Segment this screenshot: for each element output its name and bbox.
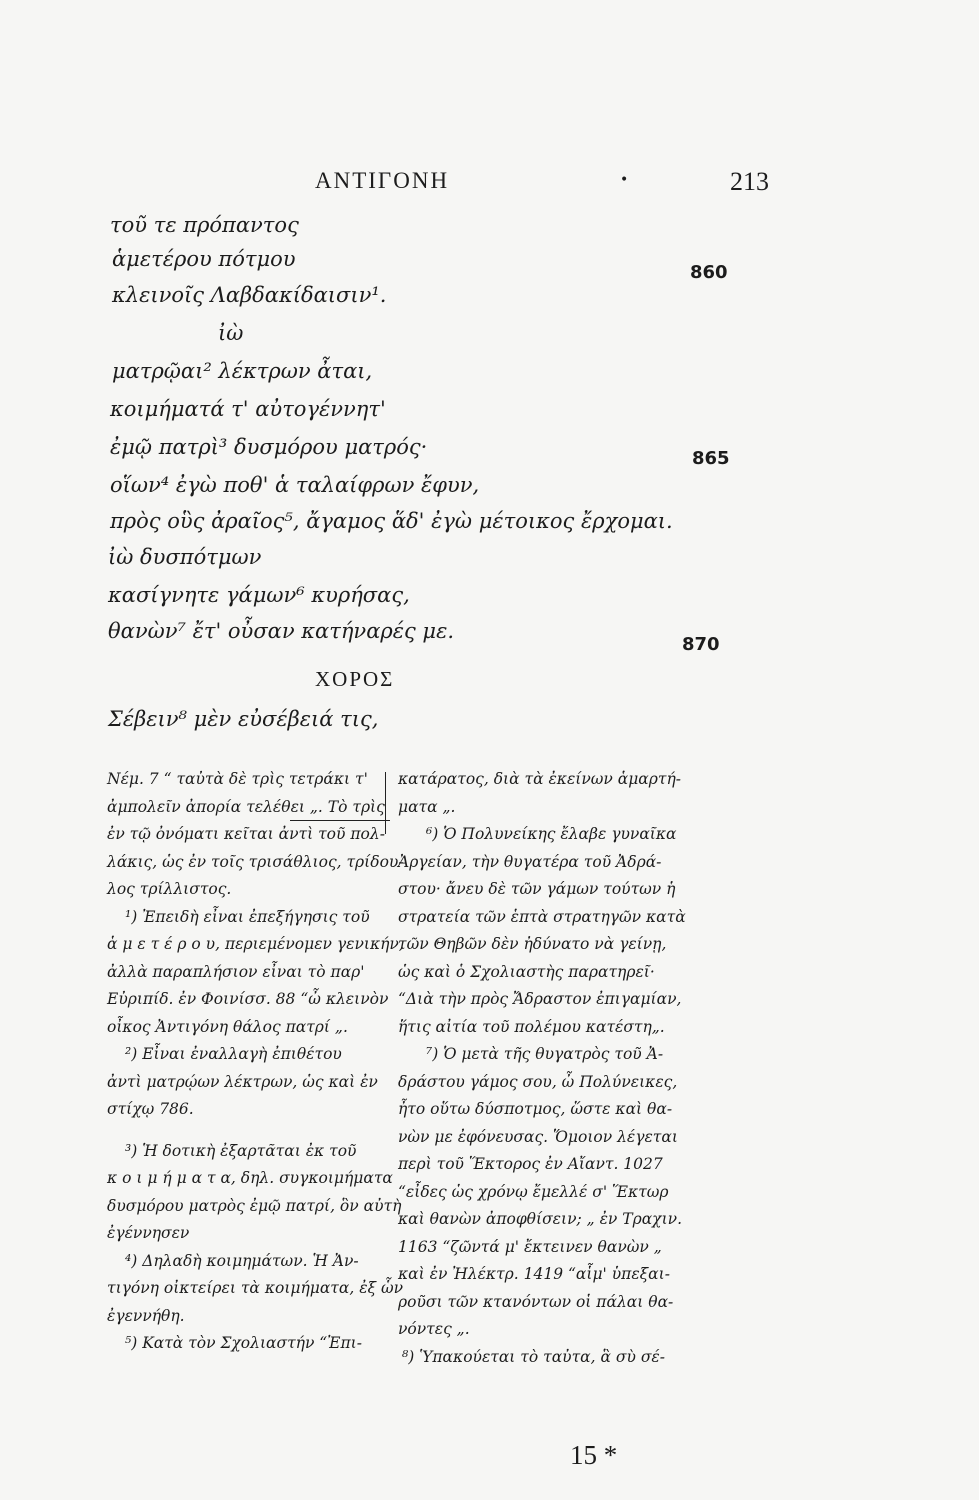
footnote-line: ¹) Ἐπειδὴ εἶναι ἐπεξήγησις τοῦ [125,907,370,926]
signature-mark: 15 * [570,1440,618,1470]
footnote-line: λάκις, ὡς ἐν τοῖς τρισάθλιος, τρίδου- [107,852,404,871]
footnote-line: ἁ μ ε τ έ ρ ο υ, περιεμένομεν γενικήν, [107,935,404,953]
footnote-line: δυσμόρου ματρὸς ἐμῷ πατρί, ὃν αὐτὴ [107,1196,402,1215]
footnote-line: ἀλλὰ παραπλήσιον εἶναι τὸ παρ' [107,962,365,981]
footnotes-left-column [107,766,404,1358]
verse-line: οἵων⁴ ἐγὼ ποθ' ἁ ταλαίφρων ἔφυν, [110,473,480,497]
footnote-line: ἐγεννήθη. [107,1306,185,1325]
paragraph-gap [107,1124,379,1138]
footnote-line: ⁵) Κατὰ τὸν Σχολιαστήν “Ἐπι- [125,1334,362,1352]
footnote-line: τῶν Θηβῶν δὲν ἠδύνατο νὰ γείνῃ, [398,935,667,953]
footnote-line: ⁸) Ὑπακούεται τὸ ταὐτα, ἃ σὺ σέ- [402,1347,665,1366]
footnote-line: ⁴) Δηλαδὴ κοιμημάτων. Ἡ Ἀν- [125,1251,359,1270]
running-head-title: ΑΝΤΙΓΟΝΗ [315,168,450,193]
footnote-line: τιγόνη οἰκτείρει τὰ κοιμήματα, ἐξ ὧν [107,1279,404,1297]
footnote-line: στρατεία τῶν ἑπτὰ στρατηγῶν κατὰ [398,907,686,926]
footnote-line: νὼν με ἐφόνευσας. Ὅμοιον λέγεται [398,1127,678,1146]
footnote-line: ὡς καὶ ὁ Σχολιαστὴς παρατηρεῖ· [398,962,655,981]
line-number: 865 [692,448,730,469]
verse-line: θανὼν⁷ ἔτ' οὖσαν κατήναρές με. [108,619,455,643]
footnote-line: ἥτις αἰτία τοῦ πολέμου κατέστη„. [398,1017,665,1036]
footnote-line: στου· ἄνευ δὲ τῶν γάμων τούτων ἡ [398,880,676,898]
footnote-line: καὶ ἐν Ἠλέκτρ. 1419 “αἷμ' ὑπεξαι- [398,1265,670,1283]
footnote-line: ²) Εἶναι ἐναλλαγὴ ἐπιθέτου [125,1045,342,1063]
footnote-line: λος τρίλλιστος. [107,880,232,898]
footnotes-right-column [398,766,738,1371]
footnote-line: Ἀργείαν, τὴν θυγατέρα τοῦ Ἀδρά- [398,852,662,871]
footnote-line: ἀντὶ ματρῴων λέκτρων, ὡς καὶ ἐν [107,1072,378,1091]
verse-line: ἐμῷ πατρὶ³ δυσμόρου ματρός· [110,435,428,459]
footnote-line: ἦτο οὕτω δύσποτμος, ὥστε καὶ θα- [398,1100,673,1118]
verse-line: ἰὼ [218,321,244,345]
footnote-line: οἶκος Ἀντιγόνη θάλος πατρί „. [107,1017,348,1036]
footnote-line: καὶ θανὼν ἀποφθίσειν; „ ἐν Τραχιν. [398,1210,683,1228]
footnote-line: νόντες „. [398,1320,470,1338]
footnote-line: ⁷) Ὁ μετὰ τῆς θυγατρὸς τοῦ Ἀ- [426,1045,664,1063]
footnote-line: Νέμ. 7 “ ταὐτὰ δὲ τρὶς τετράκι τ' [107,770,368,788]
footnote-line: “Διὰ τὴν πρὸς Ἄδραστον ἐπιγαμίαν, [398,990,682,1008]
verse-line: ματρῷαι² λέκτρων ἆται, [112,359,373,383]
verse-line: Σέβειν⁸ μὲν εὐσέβειά τις, [108,707,379,731]
header-dot-mark: • [620,172,629,188]
footnote-line: ἀμπολεῖν ἀπορία τελέθει „. Τὸ τρὶς [107,797,385,816]
page-number: 213 [730,167,769,196]
footnote-line: ³) Ἡ δοτικὴ ἐξαρτᾶται ἐκ τοῦ [125,1141,357,1160]
verse-line: κλεινοῖς Λαβδακίδαισιν¹. [112,283,387,307]
footnote-line: κ ο ι μ ή μ α τ α, δηλ. συγκοιμήματα [107,1169,393,1187]
verse-line: κοιμήματά τ' αὐτογέννητ' [110,397,386,421]
column-divider-rule [385,772,386,834]
footnote-line: ματα „. [398,797,456,816]
footnote-line: ροῦσι τῶν κτανόντων οἱ πάλαι θα- [398,1292,674,1311]
footnote-line: ⁶) Ὁ Πολυνείκης ἔλαβε γυναῖκα [426,825,677,843]
footnote-line: δράστου γάμος σου, ὦ Πολύνεικες, [398,1072,678,1091]
footnote-line: κατάρατος, διὰ τὰ ἐκείνων ἁμαρτή- [398,770,681,788]
line-number: 870 [682,634,720,655]
verse-line: ἰὼ δυσπότμων [108,545,262,569]
footnote-line: ἐν τῷ ὀνόματι κεῖται ἀντὶ τοῦ πολ- [107,825,385,843]
verse-line: τοῦ τε πρόπαντος [110,213,299,237]
footnote-line: 1163 “ζῶντά μ' ἔκτεινεν θανὼν „ [398,1237,662,1256]
verse-line: κασίγνητε γάμων⁶ κυρήσας, [108,583,410,607]
verse-line: πρὸς οὓς ἀραῖος⁵, ἄγαμος ἅδ' ἐγὼ μέτοικος ἔρχομαι. [110,509,673,533]
footnote-line: “εἶδες ὡς χρόνῳ ἔμελλέ σ' Ἕκτωρ [398,1182,669,1201]
verse-line: ἁμετέρου πότμου [112,247,296,271]
footnote-line: στίχῳ 786. [107,1100,194,1118]
footnote-line: ἐγέννησεν [107,1224,190,1242]
footnote-line: περὶ τοῦ Ἕκτορος ἐν Αἴαντ. 1027 [398,1155,663,1173]
line-number: 860 [690,262,728,283]
chorus-heading: ΧΟΡΟΣ [315,667,395,691]
footnote-line: Εὐριπίδ. ἐν Φοινίσσ. 88 “ὦ κλεινὸν [107,990,389,1008]
